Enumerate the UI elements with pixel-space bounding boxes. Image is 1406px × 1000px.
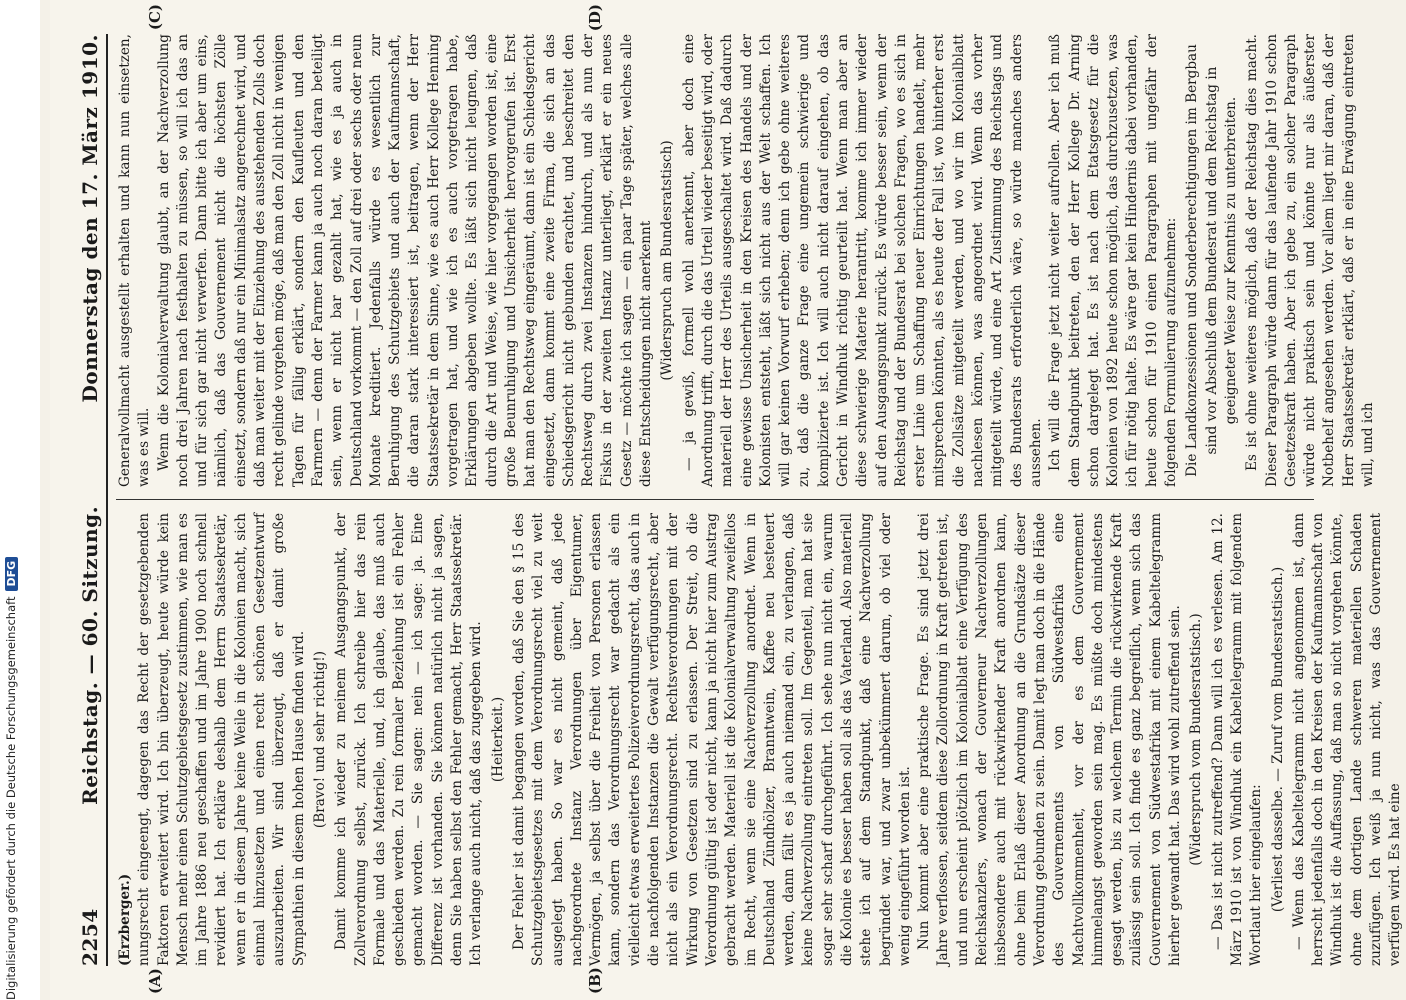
paragraph: Damit komme ich wieder zu meinem Ausgangspunkt, der Zollverordnung selbst, zurück. Ich schreibe hier das rein Formale und das Materielle, und, ich glaube, das muß auch geschieden werden. Zu rein formaler Beziehung ist ein Fehler gemacht worden. — Sie sagen: nein — ich sage: ja. Eine Differenz ist vorhanden. Sie können natürlich nicht ja sagen, denn Sie haben selbst den Fehler gemacht, Herr Staatssekretär. Ich verlange auch nicht, daß das zugegeben wird. — [333, 513, 485, 966]
interjection: (Verliest dasselbe. — Zuruf vom Bundesratstisch.) — [1269, 566, 1286, 913]
margin-mark-d: (D) — [586, 4, 604, 32]
paragraph: Es ist ohne weiteres möglich, daß der Reichstag dies macht. Dieser Paragraph würde dann für das laufende Jahr 1910 schon Gesetzeskraft haben. Aber ich gebe zu, ein solcher Paragraph würde nicht praktisch sein und könnte nur als äußerster Notbehelf angesehen werden. Vor allem liegt mir daran, daß der Herr Staatssekretär erklärt, daß er in eine Erwägung eintreten will, und ich — [1244, 34, 1376, 487]
column-divider — [116, 499, 1314, 500]
left-column — [116, 513, 1406, 966]
document-page — [50, 0, 1404, 1000]
digitization-credit — [4, 0, 18, 1000]
interjection: (Bravo! und sehr richtig!) — [311, 650, 328, 829]
paragraph: Wenn die Kolonialverwaltung glaubt, an der Nachverzollung noch drei Jahren nach festhalten zu müssen, so will ich das an und für sich gar nicht verwerfen. Dann bitte ich aber um eins, nämlich, daß das Gouvernement nicht die höchsten Zölle einsetzt, sondern daß nur ein Minimalsatz angerechnet wird, und daß man weiter mit der Einziehung des ausstehenden Zolls doch recht gelinde vorgehen möge, daß man den Zoll nicht in wenigen Tagen für fällig erklärt, sondern den Kaufleuten und den Farmern — denn der Farmer kann ja auch noch daran beteiligt sein, wenn er nicht bar gezahlt hat, wie es ja auch in Deutschland vorkommt — den Zoll auf drei oder sechs oder neun Monate kreditiert. Jedenfalls würde es wesentlich zur Beruhigung des Schutzgebiets und auch der Kaufmannschaft, die daran stark interessiert ist, beitragen, wenn der Herr Staatssekretär in dem Sinne, wie es auch Herr Kollege Henning vorgetragen hat, und wie ich es auch vorgetragen habe, Erklärungen abgeben wollte. Es läßt sich nicht leugnen, daß durch die Art und Weise, wie hier vorgegangen worden ist, eine große Beunruhigung und Unsicherheit hervorgerufen ist. Erst hat man den Rechtsweg eingeräumt, dann ist ein Schiedsgericht eingesetzt, dann kommt eine zweite Firma, die sich an das Schiedsgericht nicht gebunden erachtet, und beschreitet den Rechtsweg durch zwei Instanzen hindurch, und als nun der Fiskus in der zweiten Instanz unterliegt, erklärt er ein neues Gesetz — möchte ich sagen — ein paar Tage später, welches alle diese Entscheidungen nicht anerkennt — [155, 33, 655, 487]
interjection: (Heiterkeit.) — [489, 696, 506, 783]
text-columns — [116, 4, 1404, 994]
page-header — [78, 34, 108, 966]
paragraph: Ich will die Frage jetzt nicht weiter aufrollen. Aber ich muß dem Standpunkt beitreten, den der Herr Kollege Dr. Arning schon dargelegt hat. Es ist nach dem Etatsgesetz für die Kolonien von 1892 heute schon möglich, das durchzusetzen, was ich für nötig halte. Es wäre gar kein Hindernis dabei vorhanden, heute schon für 1910 einen Paragraphen mit ungefähr der folgenden Formulierung aufzunehmen: — [1047, 34, 1180, 487]
paragraph: Generalvollmacht ausgestellt erhalten und kann nun einsetzen, was es will. — [117, 34, 153, 487]
interjection: (Widerspruch am Bundesratstisch) — [659, 140, 676, 381]
paragraph: — Das ist nicht zutreffend? Dann will ich es verlesen. Am 12. März 1910 ist von Windhuk ein Kabeltelegramm mit folgendem Wortlaut hier eingelaufen: — [1209, 513, 1265, 966]
margin-mark-a: (A) — [146, 968, 164, 994]
session-date: Donnerstag den 17. März 1910. — [78, 34, 102, 403]
margin-mark-c: (C) — [146, 4, 164, 31]
interjection: (Widerspruch vom Bundesratstisch.) — [1188, 613, 1205, 866]
dfg-logo: DFG — [5, 557, 18, 591]
page-number: 2254 — [78, 908, 102, 966]
interjection: Die Landkonzessionen und Sonderberechtigungen im Bergbau sind vor Abschluß dem Bundesrat und dem Reichstag in geeigneter Weise zur Kenntnis zu unterbreiten. — [1184, 44, 1239, 477]
credit-text: Digitalisierung gefördert durch die Deutsche Forschungsgemeinschaft — [4, 596, 18, 1000]
paragraph: Der Fehler ist damit begangen worden, daß Sie den § 15 des Schutzgebietsgesetzes mit dem Verordnungsrecht viel zu weit ausgelegt haben. So war es nicht gemeint, daß jede nachgeordnete Instanz Verordnungen über Eigentumer, Vermögen, ja selbst über die Freiheit von Personen erlassen kann, sondern das Verordnungsrecht war gedacht als ein vielleicht etwas erweitertes Polizeiverordnungsrecht, das auch in die nachfolgenden Instanzen die Gewalt verfügungsrecht, aber nicht als ein Verordnungsrecht. Rechtsverordnungen mit der Wirkung von Gesetzen sind zu erlassen. Der Streit, ob die Verordnung gültig ist oder nicht, kann ja nicht hier zum Austrag gebracht werden. Materiell ist die Kolonialverwaltung zweifellos im Recht, wenn sie eine Nachverzollung anordnet. Wenn in Deutschland Zündhölzer, Branntwein, Kaffee neu besteuert werden, dann fällt es ja auch niemand ein, zu verlangen, daß keine Nachverzollung eintreten soll. Im Gegenteil, man hat sie sogar sehr scharf durchgeführt. Ich sehe nun nicht ein, warum die Kolonie es besser haben soll als das Vaterland. Also materiell stehe ich auf dem Standpunkt, daß eine Nachverzollung begründet war, und zwar unbekümmert darum, ob viel oder wenig eingeführt worden ist. — [510, 513, 913, 966]
digitization-credit-strip — [0, 0, 40, 1000]
session-title: Reichstag. — 60. Sitzung. — [78, 505, 102, 805]
paragraph: — Wenn das Kabeltelegramm nicht angenommen ist, dann herrscht jedenfalls doch in den Kreisen der Kaufmannschaft von Windhuk ist die Auffassung, daß man so nicht vorgehen könnte, ohne dem dortigen Lande schweren materiellen Schaden zuzufügen. Ich weiß ja nun nicht, was das Gouvernement verfügen wird. Es hat eine — [1290, 513, 1404, 966]
paragraph: — ja gewiß, formell wohl anerkennt, aber doch eine Anordnung trifft, durch die das Urteil wieder beseitigt wird, oder materiell der Herr des Urteils ausgeschaltet wird. Daß dadurch eine gewisse Unsicherheit in den Kreisen des Handels und der Kolonisten entsteht, läßt sich nicht aus der Welt schaffen. Ich will gar keinen Vorwurf erheben; denn ich gebe ohne weiteres zu, daß die ganze Frage eine ungemein schwierige und komplizierte ist. Ich will auch nicht darauf eingehen, ob das Gericht in Windhuk richtig geurteilt hat. Wenn man aber an diese schwierige Materie herantritt, komme ich immer wieder auf den Ausgangspunkt zurück. Es würde besser sein, wenn der Reichstag und der Bundesrat bei solchen Fragen, wo es sich in erster Linie um Schaffung neuer Einrichtungen handelt, mehr mitsprechen könnten, als es heute der Fall ist, wo hinterher erst die Zollsätze mitgeteilt werden, und wo wir im Kolonialblatt nachlesen können, was angeordnet wird. Wenn das vorher mitgeteilt würde, und eine Art Zustimmung des Reichstags und des Bundesrats erforderlich wäre, so würde manches anders aussehen. — [680, 34, 1044, 487]
speaker-name: (Erzberger.) — [117, 873, 133, 966]
right-column — [116, 34, 1406, 487]
margin-mark-b: (B) — [586, 967, 604, 994]
paragraph: Nun kommt aber eine praktische Frage. Es sind jetzt drei Jahre verflossen, seitdem diese Zollordnung in Kraft getreten ist, und nun erscheint plötzlich im Kolonialblatt eine Verfügung des Reichskanzlers, wonach der Gouverneur Nachverzollungen insbesondere auch mit rückwirkender Kraft anordnen kann, ohne beim Erlaß dieser Anordnung an die Grundsätze dieser Verordnung gebunden zu sein. Damit legt man doch in die Hände des Gouvernements von Südwestafrika eine Machtvollkommenheit, vor der es dem Gouvernement himmelangst geworden sein mag. Es müßte doch mindestens gesagt werden, bis zu welchem Termin die rückwirkende Kraft zulässig sein soll. Ich finde es ganz begreiflich, wenn sich das Gouvernement von Südwestafrika mit einem Kabeltelegramm hierher gewandt hat. Das wird wohl zutreffend sein. — [916, 513, 1184, 966]
paragraph: nungsrecht eingeengt, dagegen das Recht der gesetzgebenden Faktoren erweitert wird. Ich bin überzeugt, heute würde kein Mensch mehr einen Schutzgebietsgesetz zustimmen, wie man es im Jahre 1886 neu geschaffen und im Jahre 1900 noch schnell revidiert hat. Ich erkläre deshalb dem Herrn Staatssekretär, wenn er in diesem Jahre keine Weile in die Kolonien macht, sich einmal hinzusetzen und einen recht schönen Gesetzentwurf auszuarbeiten. Wir sind überzeugt, daß er damit große Sympathien in diesem hohen Hause finden wird. — [136, 513, 307, 966]
